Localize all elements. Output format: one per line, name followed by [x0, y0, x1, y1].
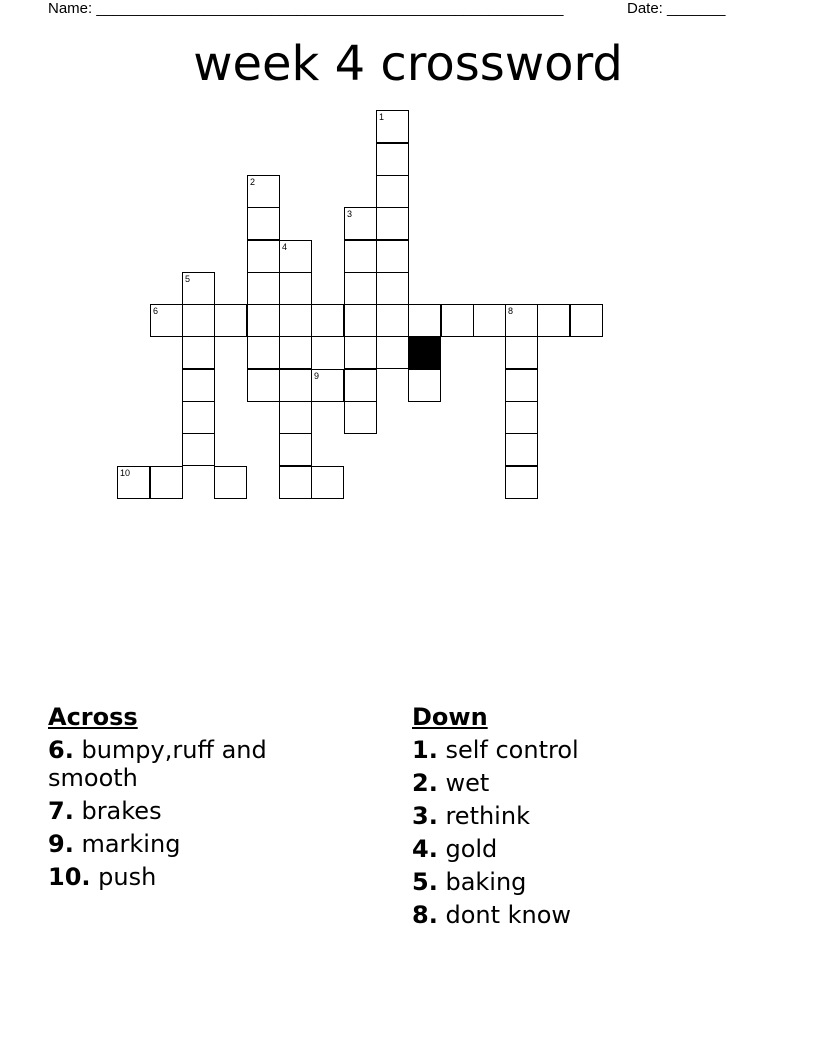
clue-text: bumpy,ruff and smooth	[48, 736, 267, 792]
crossword-cell[interactable]	[182, 401, 215, 434]
crossword-grid	[0, 0, 816, 520]
crossword-cell[interactable]	[376, 110, 409, 143]
clue-text: baking	[437, 868, 527, 896]
crossword-cell[interactable]	[279, 433, 312, 466]
crossword-cell[interactable]	[344, 207, 377, 240]
down-clues	[412, 702, 732, 934]
crossword-cell[interactable]	[376, 175, 409, 208]
crossword-cell[interactable]	[247, 175, 280, 208]
across-clue-list	[48, 736, 348, 891]
clue-text: gold	[437, 835, 498, 863]
crossword-cell[interactable]	[279, 240, 312, 273]
clue-item	[48, 736, 348, 792]
clue-item	[412, 835, 732, 863]
clue-number: 1	[379, 112, 385, 122]
crossword-cell[interactable]	[182, 304, 215, 337]
clue-number: 9	[314, 371, 320, 381]
crossword-cell[interactable]	[408, 304, 441, 337]
crossword-cell[interactable]	[441, 304, 474, 337]
down-clue-list	[412, 736, 732, 929]
clue-text: self control	[437, 736, 579, 764]
crossword-cell[interactable]	[182, 336, 215, 369]
crossword-cell[interactable]	[376, 336, 409, 369]
clue-number: 5.	[412, 868, 438, 896]
crossword-cell[interactable]	[505, 401, 538, 434]
crossword-cell[interactable]	[344, 336, 377, 369]
clue-number: 8.	[412, 901, 438, 929]
crossword-cell[interactable]	[344, 304, 377, 337]
crossword-cell[interactable]	[537, 304, 570, 337]
crossword-cell[interactable]	[570, 304, 603, 337]
crossword-cell[interactable]	[505, 433, 538, 466]
clue-number: 2	[250, 177, 256, 187]
clue-text: rethink	[437, 802, 530, 830]
crossword-cell[interactable]	[376, 272, 409, 305]
crossword-cell[interactable]	[311, 466, 344, 499]
crossword-cell[interactable]	[150, 304, 183, 337]
clue-item	[412, 901, 732, 929]
clue-item	[48, 830, 348, 858]
crossword-cell[interactable]	[279, 272, 312, 305]
clue-number: 9.	[48, 830, 74, 858]
crossword-cell[interactable]	[247, 240, 280, 273]
clue-number: 7.	[48, 797, 74, 825]
black-cell	[408, 336, 441, 369]
crossword-cell[interactable]	[182, 272, 215, 305]
crossword-cell[interactable]	[376, 207, 409, 240]
crossword-cell[interactable]	[473, 304, 506, 337]
clue-number: 10	[120, 468, 131, 478]
clue-number: 4.	[412, 835, 438, 863]
clue-text: marking	[73, 830, 181, 858]
clue-number: 3	[347, 209, 353, 219]
clue-text: wet	[437, 769, 490, 797]
crossword-cell[interactable]	[182, 433, 215, 466]
crossword-cell[interactable]	[247, 369, 280, 402]
clue-item	[412, 868, 732, 896]
page-title: week 4 crossword	[193, 36, 623, 92]
crossword-cell[interactable]	[344, 369, 377, 402]
crossword-cell[interactable]	[505, 304, 538, 337]
crossword-cell[interactable]	[376, 304, 409, 337]
clue-item	[412, 736, 732, 764]
crossword-cell[interactable]	[247, 272, 280, 305]
clue-item	[412, 769, 732, 797]
down-heading: Down	[412, 703, 488, 731]
date-field[interactable]: Date: _______	[627, 0, 726, 17]
crossword-cell[interactable]	[344, 272, 377, 305]
clue-number: 2.	[412, 769, 438, 797]
clue-text: brakes	[73, 797, 162, 825]
clue-number: 1.	[412, 736, 438, 764]
across-heading: Across	[48, 703, 138, 731]
crossword-cell[interactable]	[214, 304, 247, 337]
crossword-cell[interactable]	[505, 336, 538, 369]
clue-item	[48, 797, 348, 825]
across-clues	[48, 702, 348, 896]
clue-number: 6.	[48, 736, 74, 764]
clue-number: 6	[153, 306, 159, 316]
clue-number: 4	[282, 242, 288, 252]
crossword-cell[interactable]	[279, 304, 312, 337]
crossword-cell[interactable]	[311, 369, 344, 402]
name-field[interactable]: Name: ________________________________________________________	[48, 0, 564, 17]
crossword-cell[interactable]	[408, 369, 441, 402]
crossword-cell[interactable]	[117, 466, 150, 499]
crossword-cell[interactable]	[344, 401, 377, 434]
clue-text: push	[90, 863, 157, 891]
crossword-cell[interactable]	[505, 466, 538, 499]
crossword-cell[interactable]	[279, 466, 312, 499]
crossword-cell[interactable]	[376, 143, 409, 176]
crossword-cell[interactable]	[247, 336, 280, 369]
clue-number: 5	[185, 274, 191, 284]
clue-number: 3.	[412, 802, 438, 830]
clue-number: 8	[508, 306, 514, 316]
clue-text: dont know	[437, 901, 572, 929]
crossword-cell[interactable]	[247, 304, 280, 337]
crossword-cell[interactable]	[344, 240, 377, 273]
crossword-cell[interactable]	[182, 369, 215, 402]
crossword-cell[interactable]	[279, 369, 312, 402]
crossword-cell[interactable]	[247, 207, 280, 240]
crossword-cell[interactable]	[505, 369, 538, 402]
crossword-cell[interactable]	[214, 466, 247, 499]
crossword-cell[interactable]	[376, 240, 409, 273]
crossword-cell[interactable]	[150, 466, 183, 499]
clue-item	[412, 802, 732, 830]
crossword-cell[interactable]	[279, 336, 312, 369]
clue-number: 10.	[48, 863, 91, 891]
clue-item	[48, 863, 348, 891]
crossword-cell[interactable]	[311, 304, 344, 337]
crossword-cell[interactable]	[279, 401, 312, 434]
